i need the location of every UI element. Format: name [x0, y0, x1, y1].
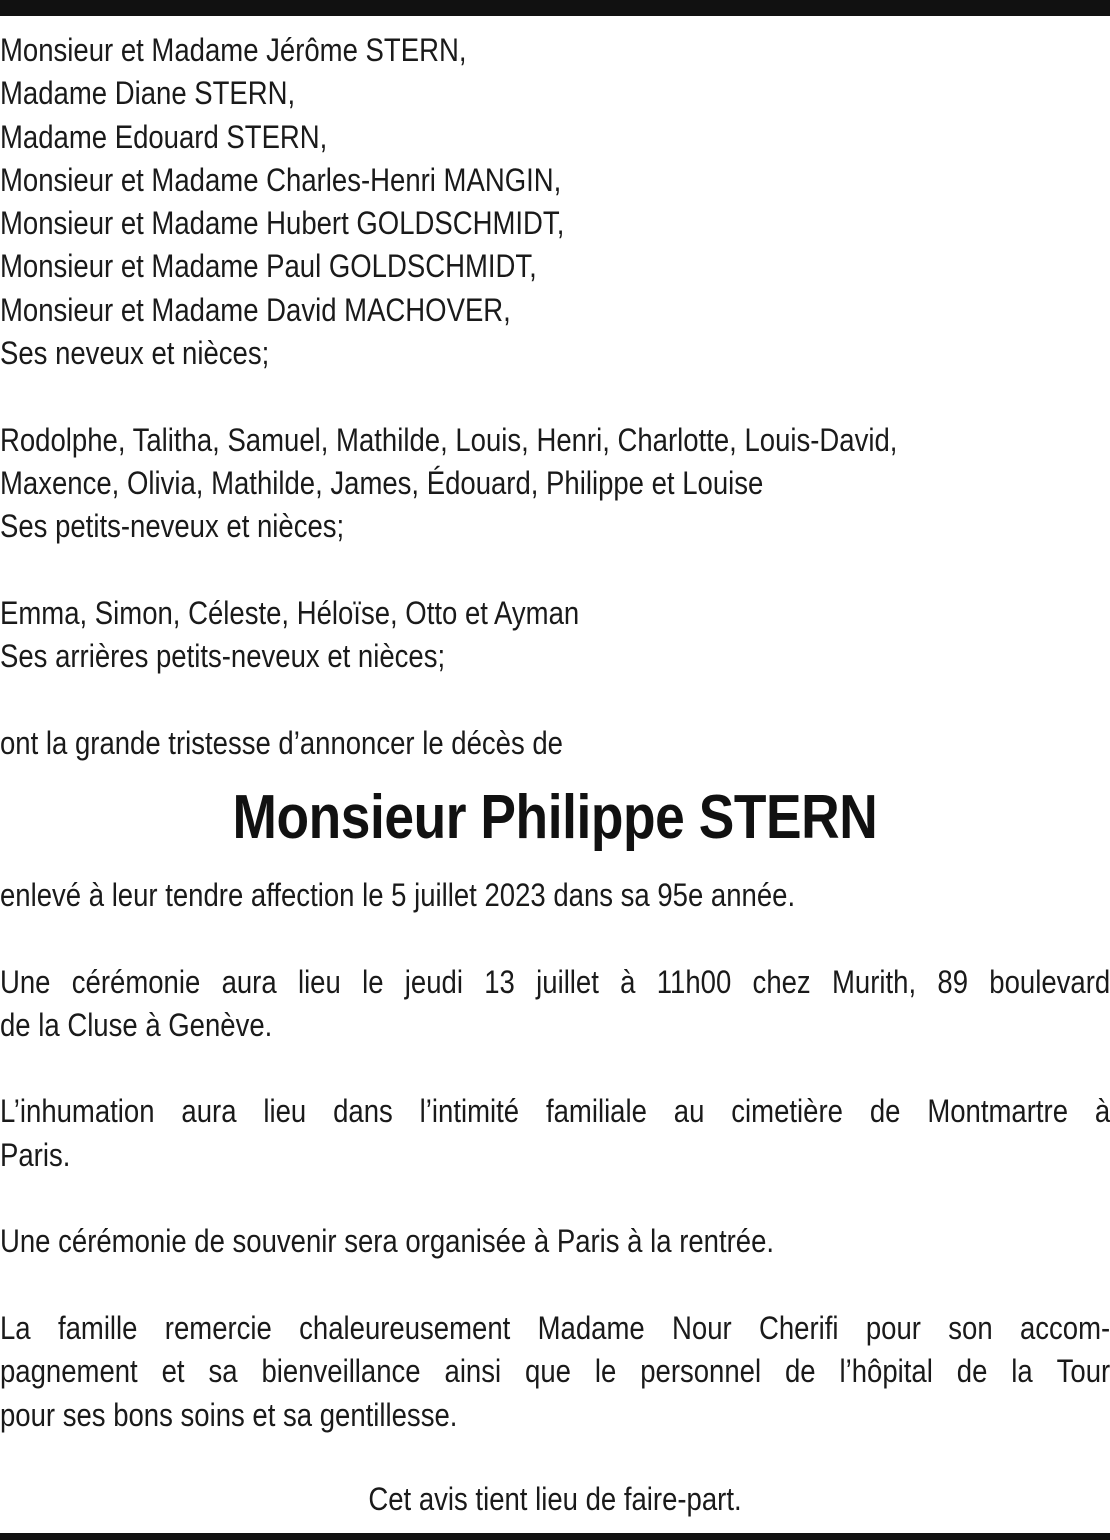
word: Nour: [672, 1309, 732, 1346]
word: lieu: [263, 1093, 307, 1130]
word: la: [1011, 1353, 1033, 1390]
word: l’hôpital: [839, 1353, 933, 1390]
word: aura: [181, 1093, 237, 1130]
word: chez: [752, 963, 811, 1000]
closing: [0, 1478, 1110, 1521]
word: le: [594, 1353, 617, 1390]
word: à: [620, 963, 636, 1000]
death-text: enlevé à leur tendre affection le 5 juillet 2023 dans sa 95e année.: [0, 877, 796, 913]
word: et: [161, 1353, 185, 1390]
great-grand-nephews-names: Emma, Simon, Céleste, Héloïse, Otto et Ayman: [0, 594, 580, 631]
word: 89: [937, 963, 968, 1000]
top-rule: [0, 0, 1110, 16]
word: dans: [333, 1093, 393, 1130]
closing-text: Cet avis tient lieu de faire-part.: [368, 1481, 742, 1517]
word: lieu: [297, 963, 341, 1000]
word: de: [869, 1093, 901, 1130]
word: L’inhumation: [0, 1093, 155, 1130]
word: Madame: [537, 1309, 645, 1346]
word: pour: [865, 1309, 921, 1346]
announcement: ont la grande tristesse d’annoncer le décès de: [0, 724, 563, 761]
word: aura: [221, 963, 277, 1000]
word: cérémonie: [71, 963, 201, 1000]
word: La: [0, 1309, 31, 1346]
word: ainsi: [444, 1353, 502, 1390]
word: 11h00: [656, 963, 732, 1000]
family-line: Monsieur et Madame Charles-Henri MANGIN,: [0, 161, 562, 198]
thanks-line-1: [0, 1307, 1110, 1350]
word: que: [525, 1353, 571, 1390]
family-line: Madame Diane STERN,: [0, 75, 296, 112]
burial-line-1: [0, 1090, 1110, 1133]
word: accom-: [1019, 1309, 1110, 1346]
family-line: Monsieur et Madame Paul GOLDSCHMIDT,: [0, 248, 537, 285]
word: remercie: [164, 1309, 272, 1346]
family-line: Monsieur et Madame Jérôme STERN,: [0, 32, 467, 68]
word: juillet: [536, 963, 599, 1000]
word: personnel: [640, 1353, 762, 1390]
deceased-name: [0, 778, 1110, 858]
family-line: Monsieur et Madame David MACHOVER,: [0, 291, 511, 328]
word: Montmartre: [927, 1093, 1069, 1130]
great-grand-nephews-label: Ses arrières petits-neveux et nièces;: [0, 638, 446, 675]
word: 13: [484, 963, 515, 1000]
word: Murith,: [831, 963, 917, 1000]
bottom-rule: [0, 1533, 1110, 1540]
word: le: [362, 963, 384, 1000]
word: pagnement: [0, 1353, 138, 1390]
thanks-line-3: pour ses bons soins et sa gentillesse.: [0, 1396, 458, 1433]
word: l’intimité: [419, 1093, 520, 1130]
word: chaleureusement: [299, 1309, 511, 1346]
family-line: Monsieur et Madame Hubert GOLDSCHMIDT,: [0, 205, 565, 242]
ceremony-line-2: de la Cluse à Genève.: [0, 1006, 273, 1043]
word: Une: [0, 963, 51, 1000]
deceased-name-text: Monsieur Philippe STERN: [232, 783, 878, 852]
word: bienveillance: [261, 1353, 421, 1390]
word: son: [948, 1309, 993, 1346]
word: famille: [57, 1309, 138, 1346]
word: sa: [208, 1353, 238, 1390]
word: de: [784, 1353, 816, 1390]
word: Cherifi: [759, 1309, 839, 1346]
memorial-text: Une cérémonie de souvenir sera organisée à Paris à la rentrée.: [0, 1223, 775, 1260]
family-line: Ses neveux et nièces;: [0, 335, 270, 372]
family-line: Madame Edouard STERN,: [0, 118, 328, 155]
word: boulevard: [989, 963, 1110, 1000]
grand-nephews-names: Rodolphe, Talitha, Samuel, Mathilde, Louis, Henri, Charlotte, Louis-David,: [0, 421, 898, 458]
grand-nephews-label: Ses petits-neveux et nièces;: [0, 508, 345, 545]
word: à: [1094, 1093, 1110, 1130]
word: Tour: [1056, 1353, 1110, 1390]
burial-line-2: Paris.: [0, 1136, 71, 1173]
word: cimetière: [731, 1093, 843, 1130]
family-block: [0, 29, 955, 765]
word: familiale: [545, 1093, 647, 1130]
grand-nephews-names: Maxence, Olivia, Mathilde, James, Édouard, Philippe et Louise: [0, 464, 764, 501]
ceremony-line-1: [0, 961, 1110, 1004]
word: au: [673, 1093, 705, 1130]
details-block: [0, 874, 1110, 1437]
thanks-line-2: [0, 1350, 1110, 1393]
word: de: [956, 1353, 988, 1390]
word: jeudi: [404, 963, 463, 1000]
